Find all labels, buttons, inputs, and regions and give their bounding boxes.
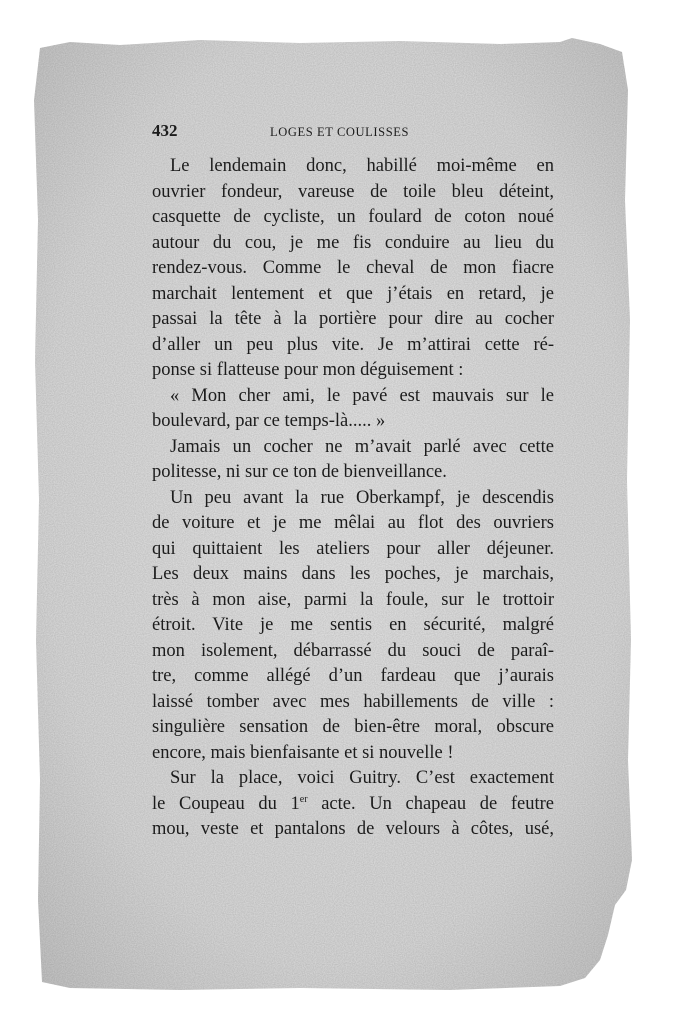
line-text-continued: acte. Un chapeau de feutre (307, 793, 554, 814)
text-line (152, 562, 554, 588)
line-text: qui quittaient les ateliers pour aller déjeuner. (152, 538, 554, 559)
line-text: de voiture et je me mêlai au flot des ouvriers (152, 513, 554, 533)
line-text: politesse, ni sur ce ton de bienveillance. (152, 462, 447, 482)
text-line (152, 588, 554, 614)
text-line (152, 180, 554, 206)
line-text: « Mon cher ami, le pavé est mauvais sur le (170, 385, 554, 406)
line-text: laissé tomber avec mes habillements de ville : (152, 691, 554, 712)
text-line (152, 486, 554, 512)
line-text: passai la tête à la portière pour dire au cocher (152, 309, 554, 329)
text-line (152, 154, 554, 180)
line-text: autour du cou, je me fis conduire au lieu du (152, 232, 554, 253)
line-text: Le lendemain donc, habillé moi-même en (170, 156, 554, 176)
line-text: singulière sensation de bien-être moral, obscure (152, 717, 554, 737)
line-text: tre, comme allégé d’un fardeau que j’aurais (152, 666, 554, 686)
text-line (152, 358, 554, 384)
text-line (152, 664, 554, 690)
line-text: ponse si flatteuse pour mon déguisement : (152, 360, 464, 380)
text-line (152, 766, 554, 792)
text-line (152, 384, 554, 410)
text-line (152, 435, 554, 461)
text-line (152, 409, 554, 435)
text-line (152, 231, 554, 257)
line-text: Les deux mains dans les poches, je marchais, (152, 564, 554, 584)
line-text: Un peu avant la rue Oberkampf, je descendis (170, 487, 554, 508)
line-text: boulevard, par ce temps-là..... » (152, 411, 386, 431)
line-text: casquette de cycliste, un foulard de coton noué (152, 207, 554, 227)
text-line (152, 741, 554, 767)
line-text: Sur la place, voici Guitry. C’est exactement (170, 768, 554, 788)
text-line (152, 690, 554, 716)
text-line (152, 715, 554, 741)
text-line (152, 307, 554, 333)
text-line (152, 639, 554, 665)
running-head (152, 121, 554, 143)
page-number: 432 (152, 121, 178, 140)
line-text: mou, veste et pantalons de velours à côtes, usé, (152, 819, 554, 839)
line-text: très à mon aise, parmi la foule, sur le trottoir (152, 589, 554, 610)
text-line (152, 333, 554, 359)
line-text: d’aller un peu plus vite. Je m’attirai cette ré- (152, 334, 554, 355)
text-line (152, 792, 554, 818)
body-text (152, 154, 554, 843)
line-text: ouvrier fondeur, vareuse de toile bleu déteint, (152, 181, 554, 202)
text-line (152, 460, 554, 486)
text-line (152, 817, 554, 843)
line-text: mon isolement, débarrassé du souci de paraî- (152, 640, 554, 661)
running-title: LOGES ET COULISSES (270, 125, 410, 139)
line-text: le Coupeau du 1 (152, 793, 300, 814)
text-line (152, 511, 554, 537)
text-line (152, 256, 554, 282)
line-text: Jamais un cocher ne m’avait parlé avec cette (170, 436, 554, 457)
line-text: marchait lentement et que j’étais en retard, je (152, 283, 554, 304)
line-text: étroit. Vite je me sentis en sécurité, malgré (152, 615, 554, 635)
text-line (152, 282, 554, 308)
text-line (152, 613, 554, 639)
text-line (152, 205, 554, 231)
text-line (152, 537, 554, 563)
ordinal-superscript: er (299, 793, 308, 805)
line-text: encore, mais bienfaisante et si nouvelle ! (152, 742, 454, 763)
line-text: rendez-vous. Comme le cheval de mon fiacre (152, 258, 554, 278)
page-content (152, 121, 554, 843)
